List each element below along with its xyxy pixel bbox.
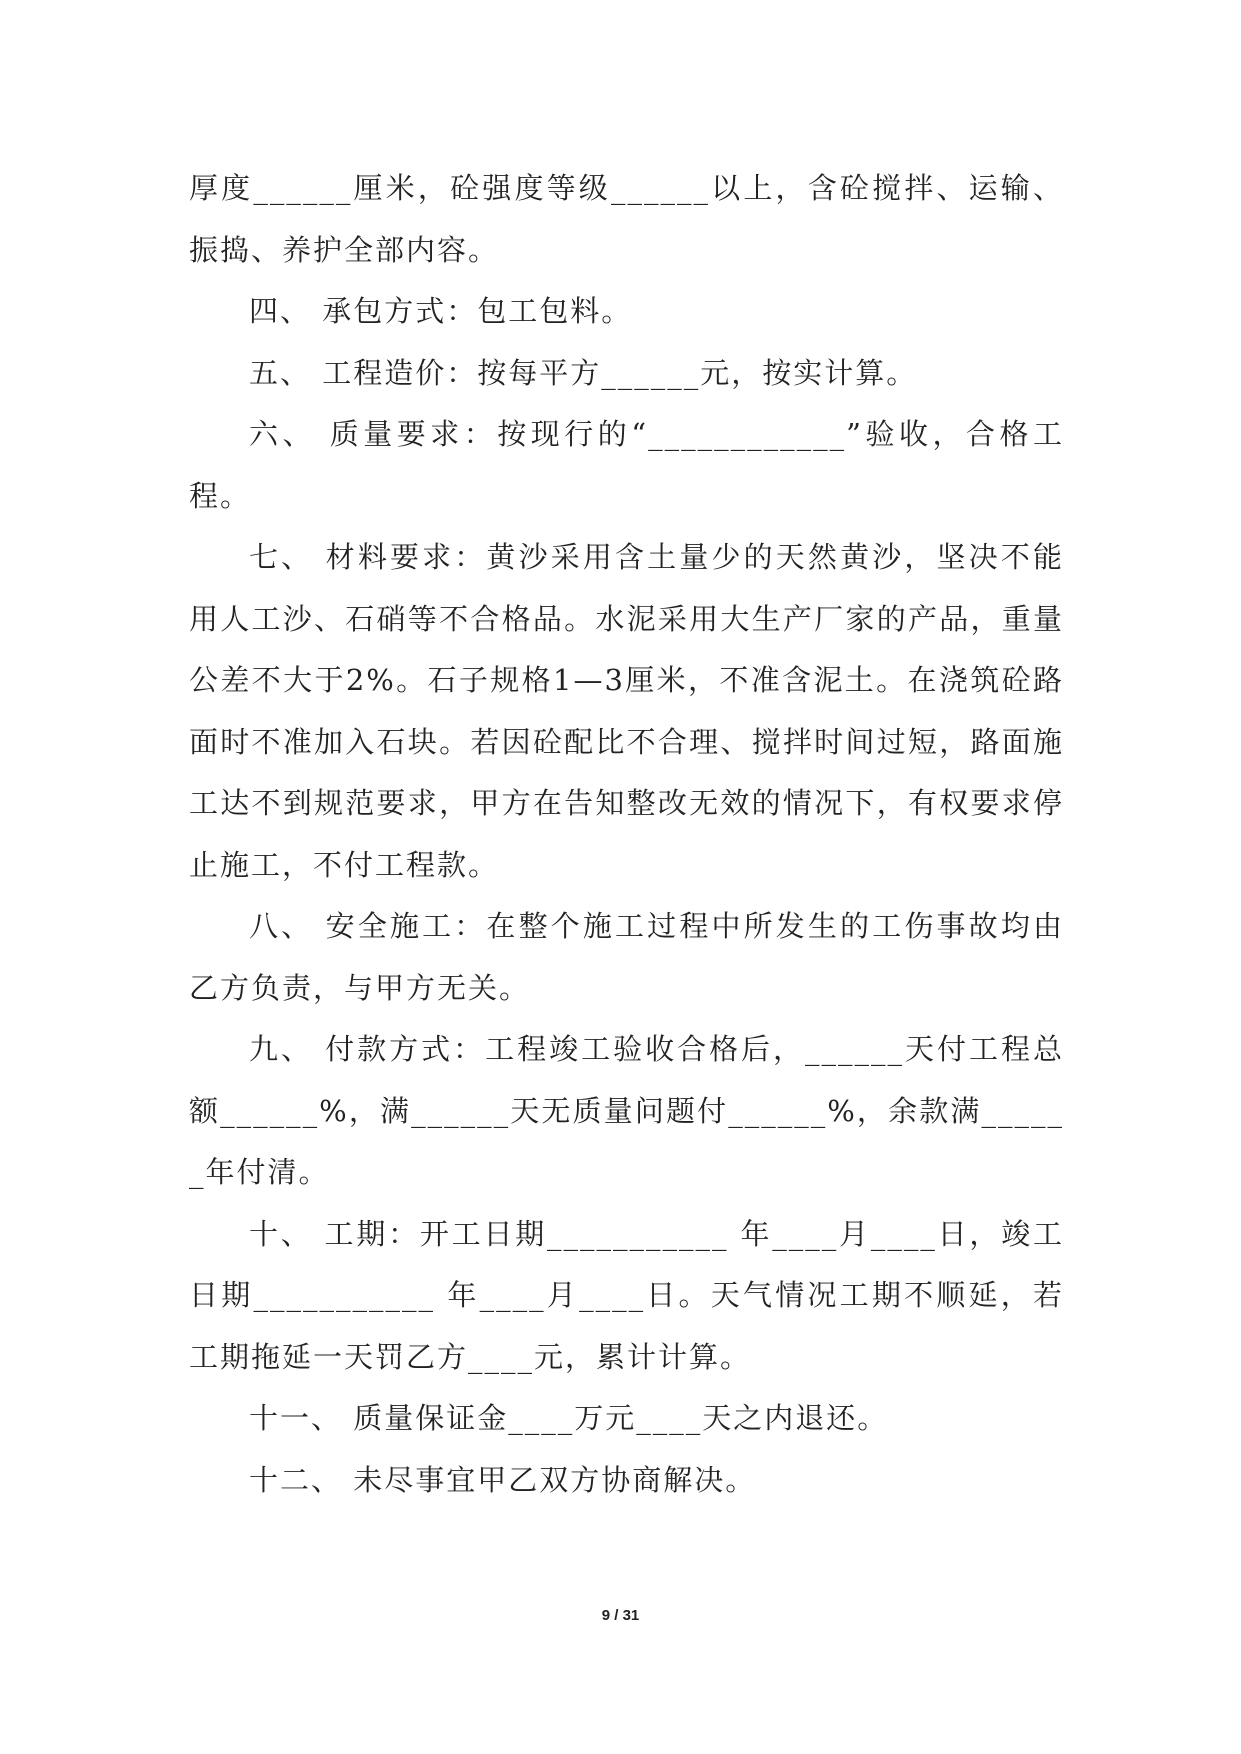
- paragraph-safety: 八、 安全施工：在整个施工过程中所发生的工伤事故均由乙方负责，与甲方无关。: [189, 909, 1064, 1005]
- paragraph-deposit: 十一、 质量保证金____万元____天之内退还。: [249, 1401, 889, 1435]
- paragraph-material-requirement: 七、 材料要求：黄沙采用含土量少的天然黄沙，坚决不能用人工沙、石硝等不合格品。水泥采用大生产厂家的产品，重量公差不大于2%。石子规格1—3厘米，不准含泥土。在浇筑砼路面时不准加入石块。若因砼配比不合理、搅拌时间过短，路面施工达不到规范要求，甲方在告知整改无效的情况下，有权要求停止施工，不付工程款。: [189, 540, 1064, 882]
- paragraph-project-cost: 五、 工程造价：按每平方______元，按实计算。: [249, 355, 918, 390]
- page-number: 9 / 31: [601, 1607, 640, 1624]
- paragraph-schedule: 十、 工期：开工日期___________ 年____月____日，竣工日期___________ 年____月____日。天气情况工期不顺延，若工期拖延一天罚乙方____元，累计计算。: [189, 1216, 1064, 1374]
- paragraph-contract-method: 四、 承包方式：包工包料。: [249, 294, 633, 328]
- paragraph-quality-requirement: 六、 质量要求：按现行的“____________”验收，合格工程。: [189, 417, 1064, 513]
- paragraph-other-matters: 十二、 未尽事宜甲乙双方协商解决。: [249, 1462, 757, 1497]
- paragraph-payment: 九、 付款方式：工程竣工验收合格后，______天付工程总额______%，满______天无质量问题付______%，余款满______年付清。: [189, 1032, 1064, 1189]
- paragraph-thickness: 厚度______厘米，砼强度等级______以上，含砼搅拌、运输、振捣、养护全部内容。: [189, 171, 1064, 267]
- document-body: [189, 158, 1064, 1511]
